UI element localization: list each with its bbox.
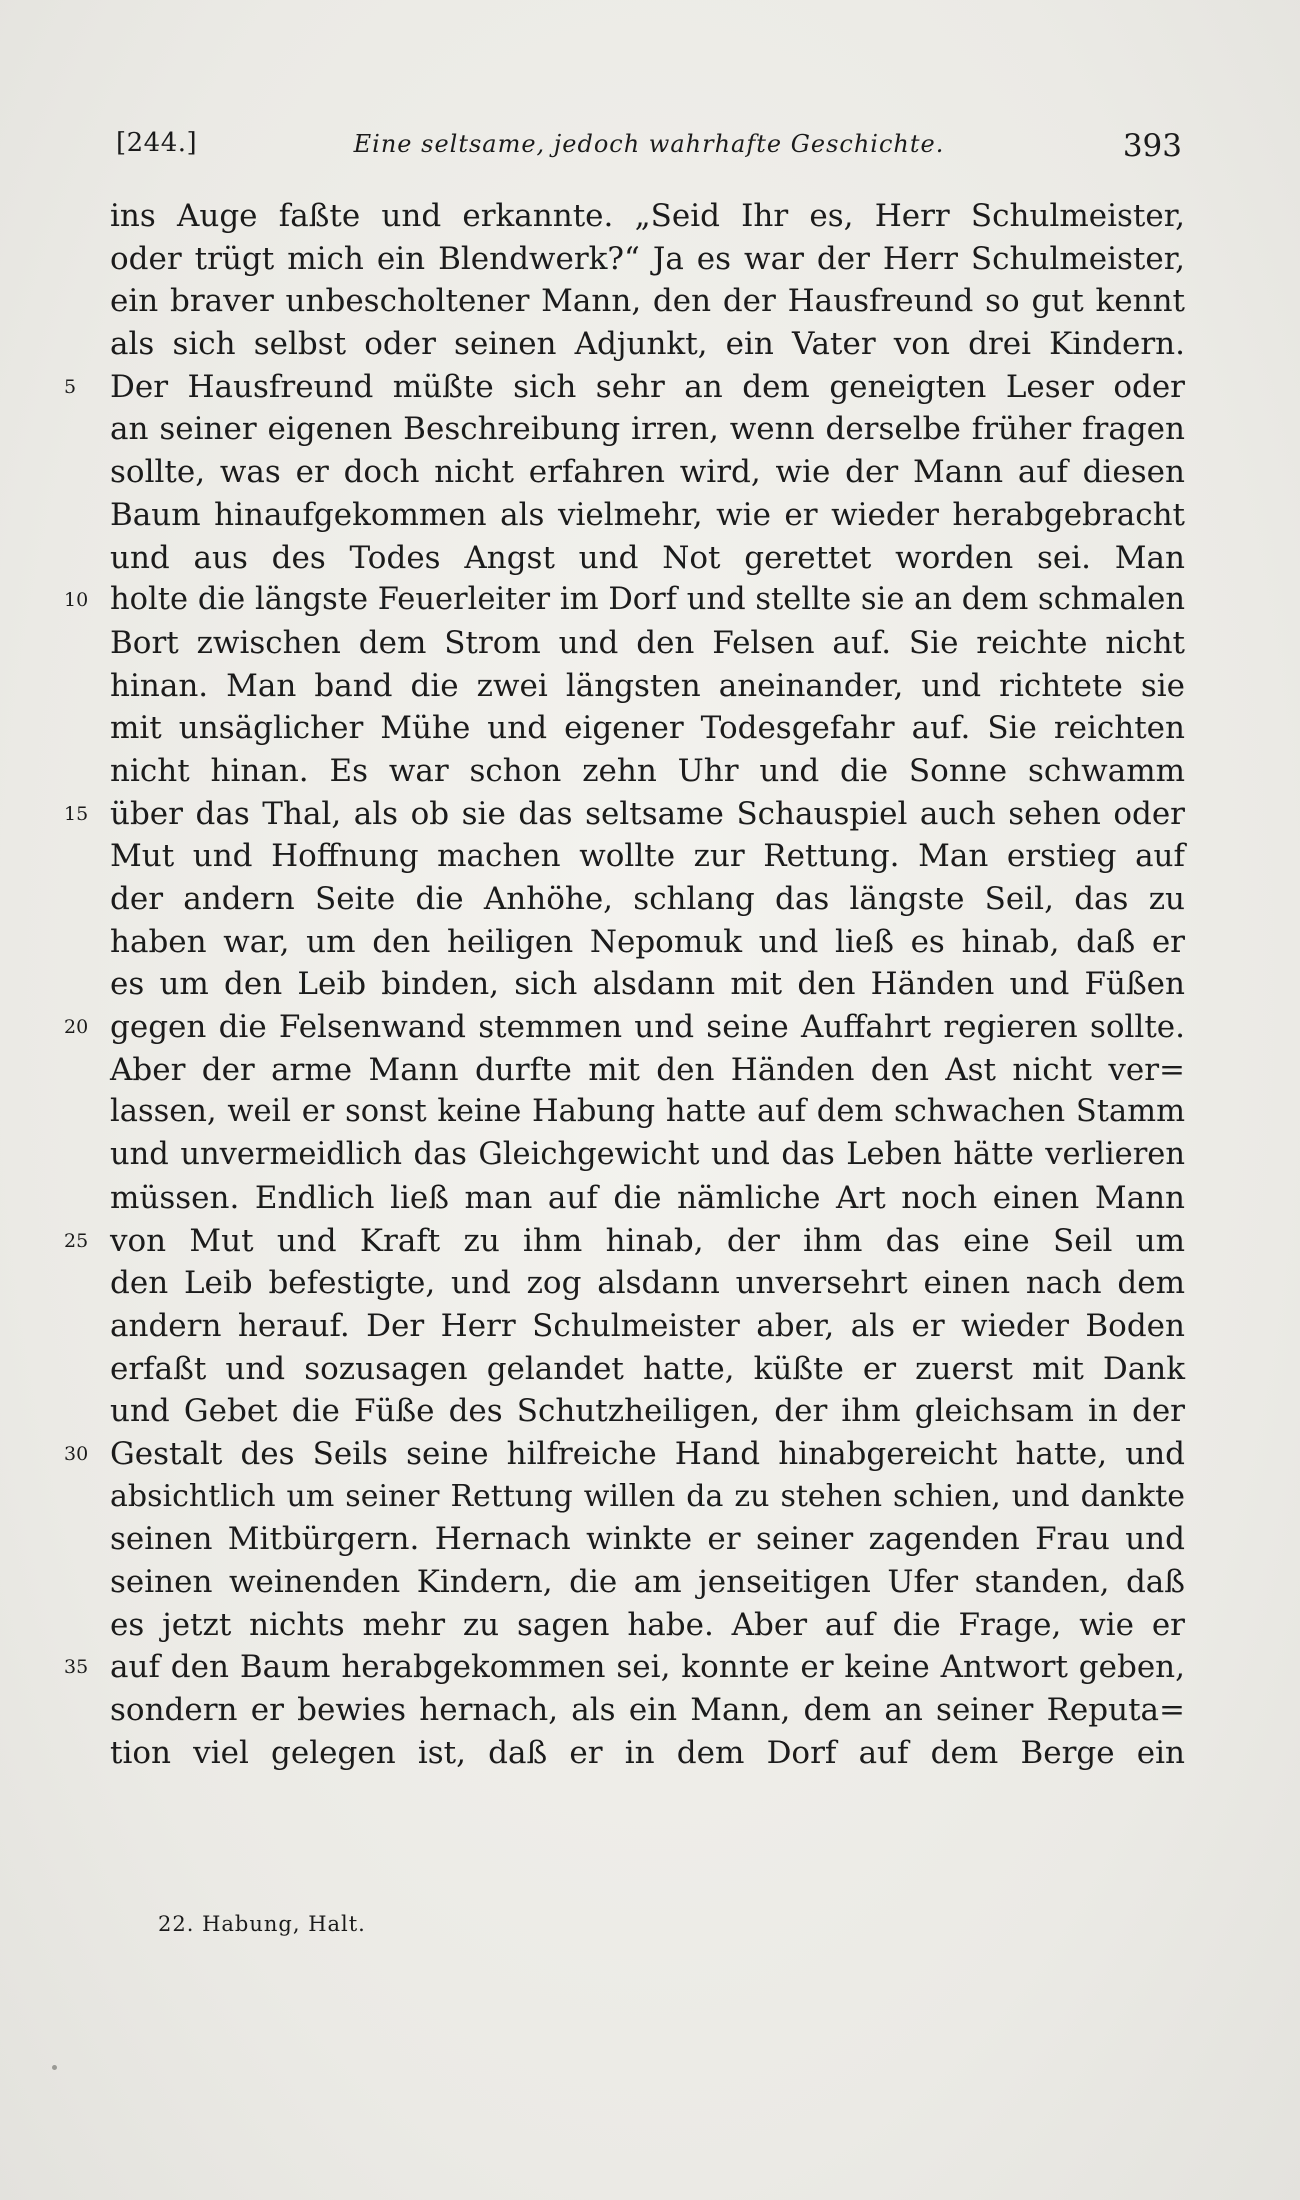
page-number: 393 xyxy=(1122,128,1182,164)
line-text: andern herauf. Der Herr Schulmeister aber, als er wieder Boden xyxy=(110,1307,1185,1344)
line-number: 5 xyxy=(64,375,77,398)
line-text: und unvermeidlich das Gleichgewicht und das Leben hätte verlieren xyxy=(110,1137,1185,1173)
text-line xyxy=(110,1561,1185,1604)
line-text: mit unsäglicher Mühe und eigener Todesgefahr auf. Sie reichten xyxy=(110,710,1185,747)
page-header xyxy=(116,128,1182,172)
line-text: ins Auge faßte und erkannte. „Seid Ihr es, Herr Schulmeister, xyxy=(110,198,1185,234)
text-line xyxy=(64,1220,1185,1263)
line-text: seinen Mitbürgern. Hernach winkte er seiner zagenden Frau und xyxy=(110,1521,1185,1558)
line-text: erfaßt und sozusagen gelandet hatte, küßte er zuerst mit Dank xyxy=(110,1350,1185,1387)
line-text: sondern er bewies hernach, als ein Mann, dem an seiner Reputa= xyxy=(110,1692,1185,1729)
text-line xyxy=(110,1305,1185,1348)
line-number: 30 xyxy=(64,1442,89,1465)
text-line xyxy=(110,878,1185,921)
text-line xyxy=(110,537,1185,580)
text-line xyxy=(110,451,1185,494)
text-line xyxy=(110,323,1185,366)
line-text: nicht hinan. Es war schon zehn Uhr und die Sonne schwamm xyxy=(110,752,1185,789)
line-text: an seiner eigenen Beschreibung irren, wenn derselbe früher fragen xyxy=(110,411,1185,448)
text-line xyxy=(110,1689,1185,1732)
line-number: 15 xyxy=(64,802,89,825)
line-text: der andern Seite die Anhöhe, schlang das längste Seil, das zu xyxy=(110,881,1185,917)
text-line xyxy=(110,238,1185,281)
text-line xyxy=(110,1732,1185,1775)
text-line xyxy=(110,1049,1185,1092)
text-line xyxy=(110,408,1185,451)
line-number: 35 xyxy=(64,1656,89,1679)
line-text: tion viel gelegen ist, daß er in dem Dorf auf dem Berge ein xyxy=(110,1734,1185,1771)
text-line xyxy=(64,579,1185,622)
text-line xyxy=(110,195,1185,238)
line-text: und Gebet die Füße des Schutzheiligen, der ihm gleichsam in der xyxy=(110,1393,1185,1430)
line-text: absichtlich um seiner Rettung willen da zu stehen schien, und dankte xyxy=(110,1478,1185,1514)
paper-speck xyxy=(52,2065,57,2070)
line-text: auf den Baum herabgekommen sei, konnte er keine Antwort geben, xyxy=(110,1649,1185,1686)
line-text: Mut und Hoffnung machen wollte zur Rettung. Man erstieg auf xyxy=(110,838,1185,875)
line-text: holte die längste Feuerleiter im Dorf und stellte sie an dem schmalen xyxy=(110,582,1185,618)
text-line xyxy=(110,1604,1185,1647)
text-line xyxy=(110,1476,1185,1519)
text-line xyxy=(64,793,1185,836)
body-text xyxy=(64,195,1185,1774)
line-text: hinan. Man band die zwei längsten aneinander, und richtete sie xyxy=(110,667,1185,704)
page-reference: [244.] xyxy=(116,128,198,158)
line-text: Der Hausfreund müßte sich sehr an dem geneigten Leser oder xyxy=(110,368,1185,405)
line-text: oder trügt mich ein Blendwerk?“ Ja es war der Herr Schulmeister, xyxy=(110,240,1185,277)
line-text: müssen. Endlich ließ man auf die nämliche Art noch einen Mann xyxy=(110,1179,1185,1216)
line-text: und aus des Todes Angst und Not gerettet worden sei. Man xyxy=(110,539,1185,576)
line-number: 25 xyxy=(64,1229,89,1252)
line-text: als sich selbst oder seinen Adjunkt, ein Vater von drei Kindern. xyxy=(110,326,1185,363)
line-text: es um den Leib binden, sich alsdann mit den Händen und Füßen xyxy=(110,966,1185,1003)
line-text: Baum hinaufgekommen als vielmehr, wie er wieder herabgebracht xyxy=(110,496,1185,533)
line-text: Bort zwischen dem Strom und den Felsen auf. Sie reichte nicht xyxy=(110,624,1185,661)
running-title: Eine seltsame, jedoch wahrhafte Geschichte. xyxy=(353,130,945,158)
line-text: gegen die Felsenwand stemmen und seine Auffahrt regieren sollte. xyxy=(110,1009,1185,1046)
line-text: von Mut und Kraft zu ihm hinab, der ihm das eine Seil um xyxy=(110,1222,1185,1259)
text-line xyxy=(110,750,1185,793)
text-line xyxy=(110,494,1185,537)
text-line xyxy=(64,1646,1185,1689)
line-text: es jetzt nichts mehr zu sagen habe. Aber auf die Frage, wie er xyxy=(110,1606,1185,1643)
text-line xyxy=(110,1091,1185,1134)
text-line xyxy=(110,1390,1185,1433)
line-number: 20 xyxy=(64,1016,89,1039)
text-line xyxy=(110,1348,1185,1391)
line-text: ein braver unbescholtener Mann, den der Hausfreund so gut kennt xyxy=(110,283,1185,320)
line-text: seinen weinenden Kindern, die am jenseitigen Ufer standen, daß xyxy=(110,1564,1185,1600)
text-line xyxy=(110,1134,1185,1177)
text-line xyxy=(64,1433,1185,1476)
line-text: Gestalt des Seils seine hilfreiche Hand hinabgereicht hatte, und xyxy=(110,1435,1185,1472)
text-line xyxy=(110,707,1185,750)
line-text: lassen, weil er sonst keine Habung hatte auf dem schwachen Stamm xyxy=(110,1094,1185,1130)
text-line xyxy=(110,1518,1185,1561)
text-line xyxy=(110,921,1185,964)
line-text: den Leib befestigte, und zog alsdann unversehrt einen nach dem xyxy=(110,1265,1185,1302)
line-text: sollte, was er doch nicht erfahren wird, wie der Mann auf diesen xyxy=(110,454,1185,491)
text-line xyxy=(110,1177,1185,1220)
line-text: Aber der arme Mann durfte mit den Händen den Ast nicht ver= xyxy=(110,1051,1185,1088)
footnote: 22. Habung, Halt. xyxy=(158,1912,366,1936)
text-line xyxy=(110,835,1185,878)
line-number: 10 xyxy=(64,589,89,612)
text-line xyxy=(64,366,1185,409)
text-line xyxy=(110,622,1185,665)
text-line xyxy=(110,1262,1185,1305)
text-line xyxy=(64,1006,1185,1049)
text-line xyxy=(110,280,1185,323)
text-line xyxy=(110,963,1185,1006)
text-line xyxy=(110,665,1185,708)
line-text: haben war, um den heiligen Nepomuk und ließ es hinab, daß er xyxy=(110,923,1185,960)
line-text: über das Thal, als ob sie das seltsame Schauspiel auch sehen oder xyxy=(110,795,1185,832)
